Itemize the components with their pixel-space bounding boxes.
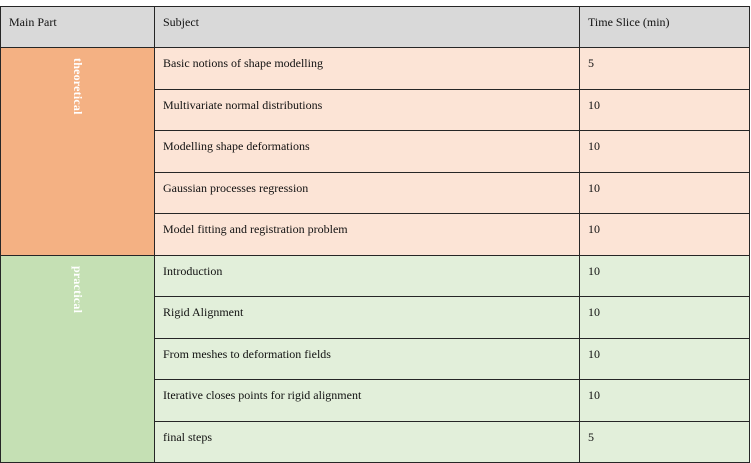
time-cell: 10 (580, 338, 750, 380)
main-part-label: practical (71, 265, 85, 313)
header-subject: Subject (155, 7, 580, 48)
main-part-theoretical (1, 48, 155, 256)
time-cell: 10 (580, 214, 750, 256)
time-cell: 10 (580, 255, 750, 297)
table-row (1, 255, 750, 297)
subject-cell: Iterative closes points for rigid alignment (155, 380, 580, 422)
header-time-slice: Time Slice (min) (580, 7, 750, 48)
subject-cell: Modelling shape deformations (155, 131, 580, 173)
time-cell: 5 (580, 421, 750, 463)
course-schedule-table (0, 6, 750, 463)
header-row (1, 7, 750, 48)
time-cell: 10 (580, 297, 750, 339)
time-cell: 10 (580, 131, 750, 173)
subject-cell: Basic notions of shape modelling (155, 48, 580, 90)
subject-cell: final steps (155, 421, 580, 463)
main-part-label: theoretical (71, 58, 85, 115)
subject-cell: Introduction (155, 255, 580, 297)
subject-cell: Model fitting and registration problem (155, 214, 580, 256)
header-main-part: Main Part (1, 7, 155, 48)
time-cell: 10 (580, 380, 750, 422)
subject-cell: From meshes to deformation fields (155, 338, 580, 380)
time-cell: 10 (580, 89, 750, 131)
time-cell: 10 (580, 172, 750, 214)
time-cell: 5 (580, 48, 750, 90)
main-part-practical (1, 255, 155, 463)
subject-cell: Rigid Alignment (155, 297, 580, 339)
subject-cell: Multivariate normal distributions (155, 89, 580, 131)
table-row (1, 48, 750, 90)
subject-cell: Gaussian processes regression (155, 172, 580, 214)
